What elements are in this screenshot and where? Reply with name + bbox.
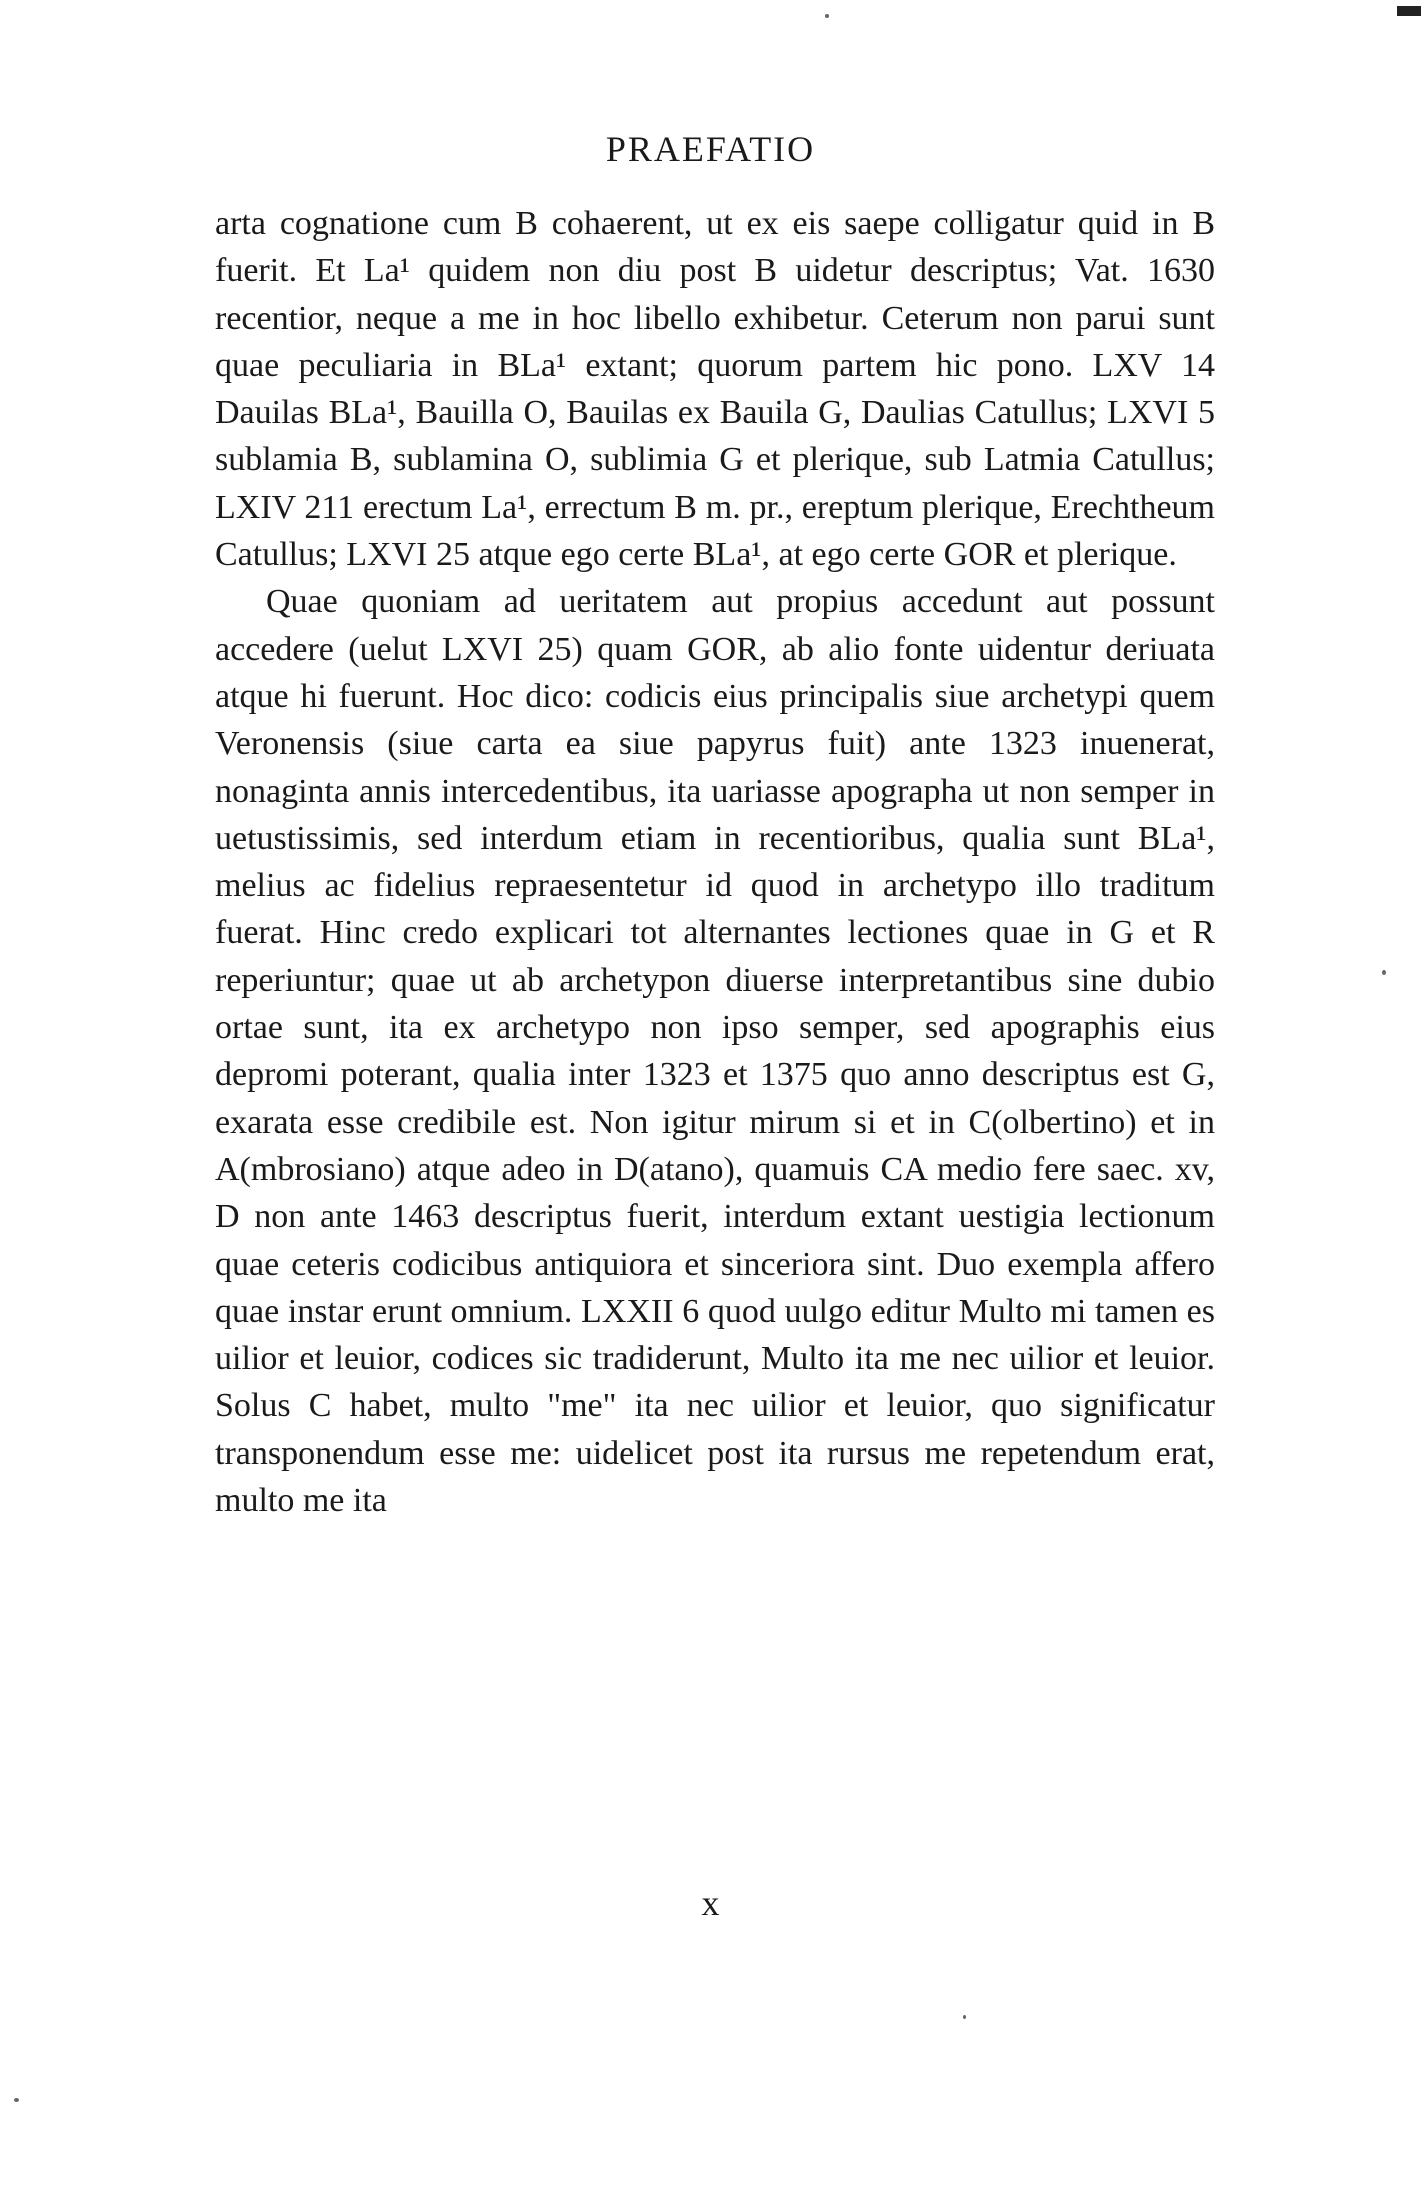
page-number: x (701, 1883, 720, 1923)
main-text (215, 200, 1215, 1524)
scan-speck (963, 2015, 966, 2019)
scan-speck (1382, 970, 1386, 975)
paragraph: Quae quoniam ad ueritatem aut propius accedunt aut possunt accedere (uelut LXVI 25) quam GOR, ab alio fonte uidentur deriuata atque hi fuerunt. Hoc dico: codicis eius principalis siue archetypi quem Veronensis (siue carta ea siue papyrus fuit) ante 1323 inuenerat, nonaginta annis intercedentibus, ita uariasse apographa ut non semper in uetustissimis, sed interdum etiam in recentioribus, qualia sunt BLa¹, melius ac fidelius repraesentetur id quod in archetypo illo traditum fuerat. Hinc credo explicari tot alternantes lectiones quae in G et R reperiuntur; quae ut ab archetypon diuerse interpretantibus sine dubio ortae sunt, ita ex archetypo non ipso semper, sed apographis eius depromi poterant, qualia inter 1323 et 1375 quo anno descriptus est G, exarata esse credibile est. Non igitur mirum si et in C(olbertino) et in A(mbrosiano) atque adeo in D(atano), quamuis CA medio fere saec. xv, D non ante 1463 descriptus fuerit, interdum extant uestigia lectionum quae ceteris codicibus antiquiora et sinceriora sint. Duo exempla affero quae instar erunt omnium. LXXII 6 quod uulgo editur Multo mi tamen es uilior et leuior, codices sic tradiderunt, Multo ita me nec uilior et leuior. Solus C habet, multo "me" ita nec uilior et leuior, quo significatur transponendum esse me: uidelicet post ita rursus me repetendum erat, multo me ita (215, 583, 1215, 1520)
page-edge-mark (1397, 6, 1421, 16)
scan-speck (825, 14, 829, 18)
paragraph: arta cognatione cum B cohaerent, ut ex eis saepe colligatur quid in B fuerit. Et La¹ quidem non diu post B uidetur descriptus; Vat. 1630 recentior, neque a me in hoc libello exhibetur. Ceterum non parui sunt quae peculiaria in BLa¹ extant; quorum partem hic pono. LXV 14 Dauilas BLa¹, Bauilla O, Bauilas ex Bauila G, Daulias Catullus; LXVI 5 sublamia B, sublamina O, sublimia G et plerique, sub Latmia Catullus; LXIV 211 erectum La¹, errectum B m. pr., ereptum plerique, Erechtheum Catullus; LXVI 25 atque ego certe BLa¹, at ego certe GOR et plerique. (215, 205, 1215, 574)
running-header: PRAEFATIO (605, 129, 816, 169)
scan-speck (14, 2098, 19, 2102)
